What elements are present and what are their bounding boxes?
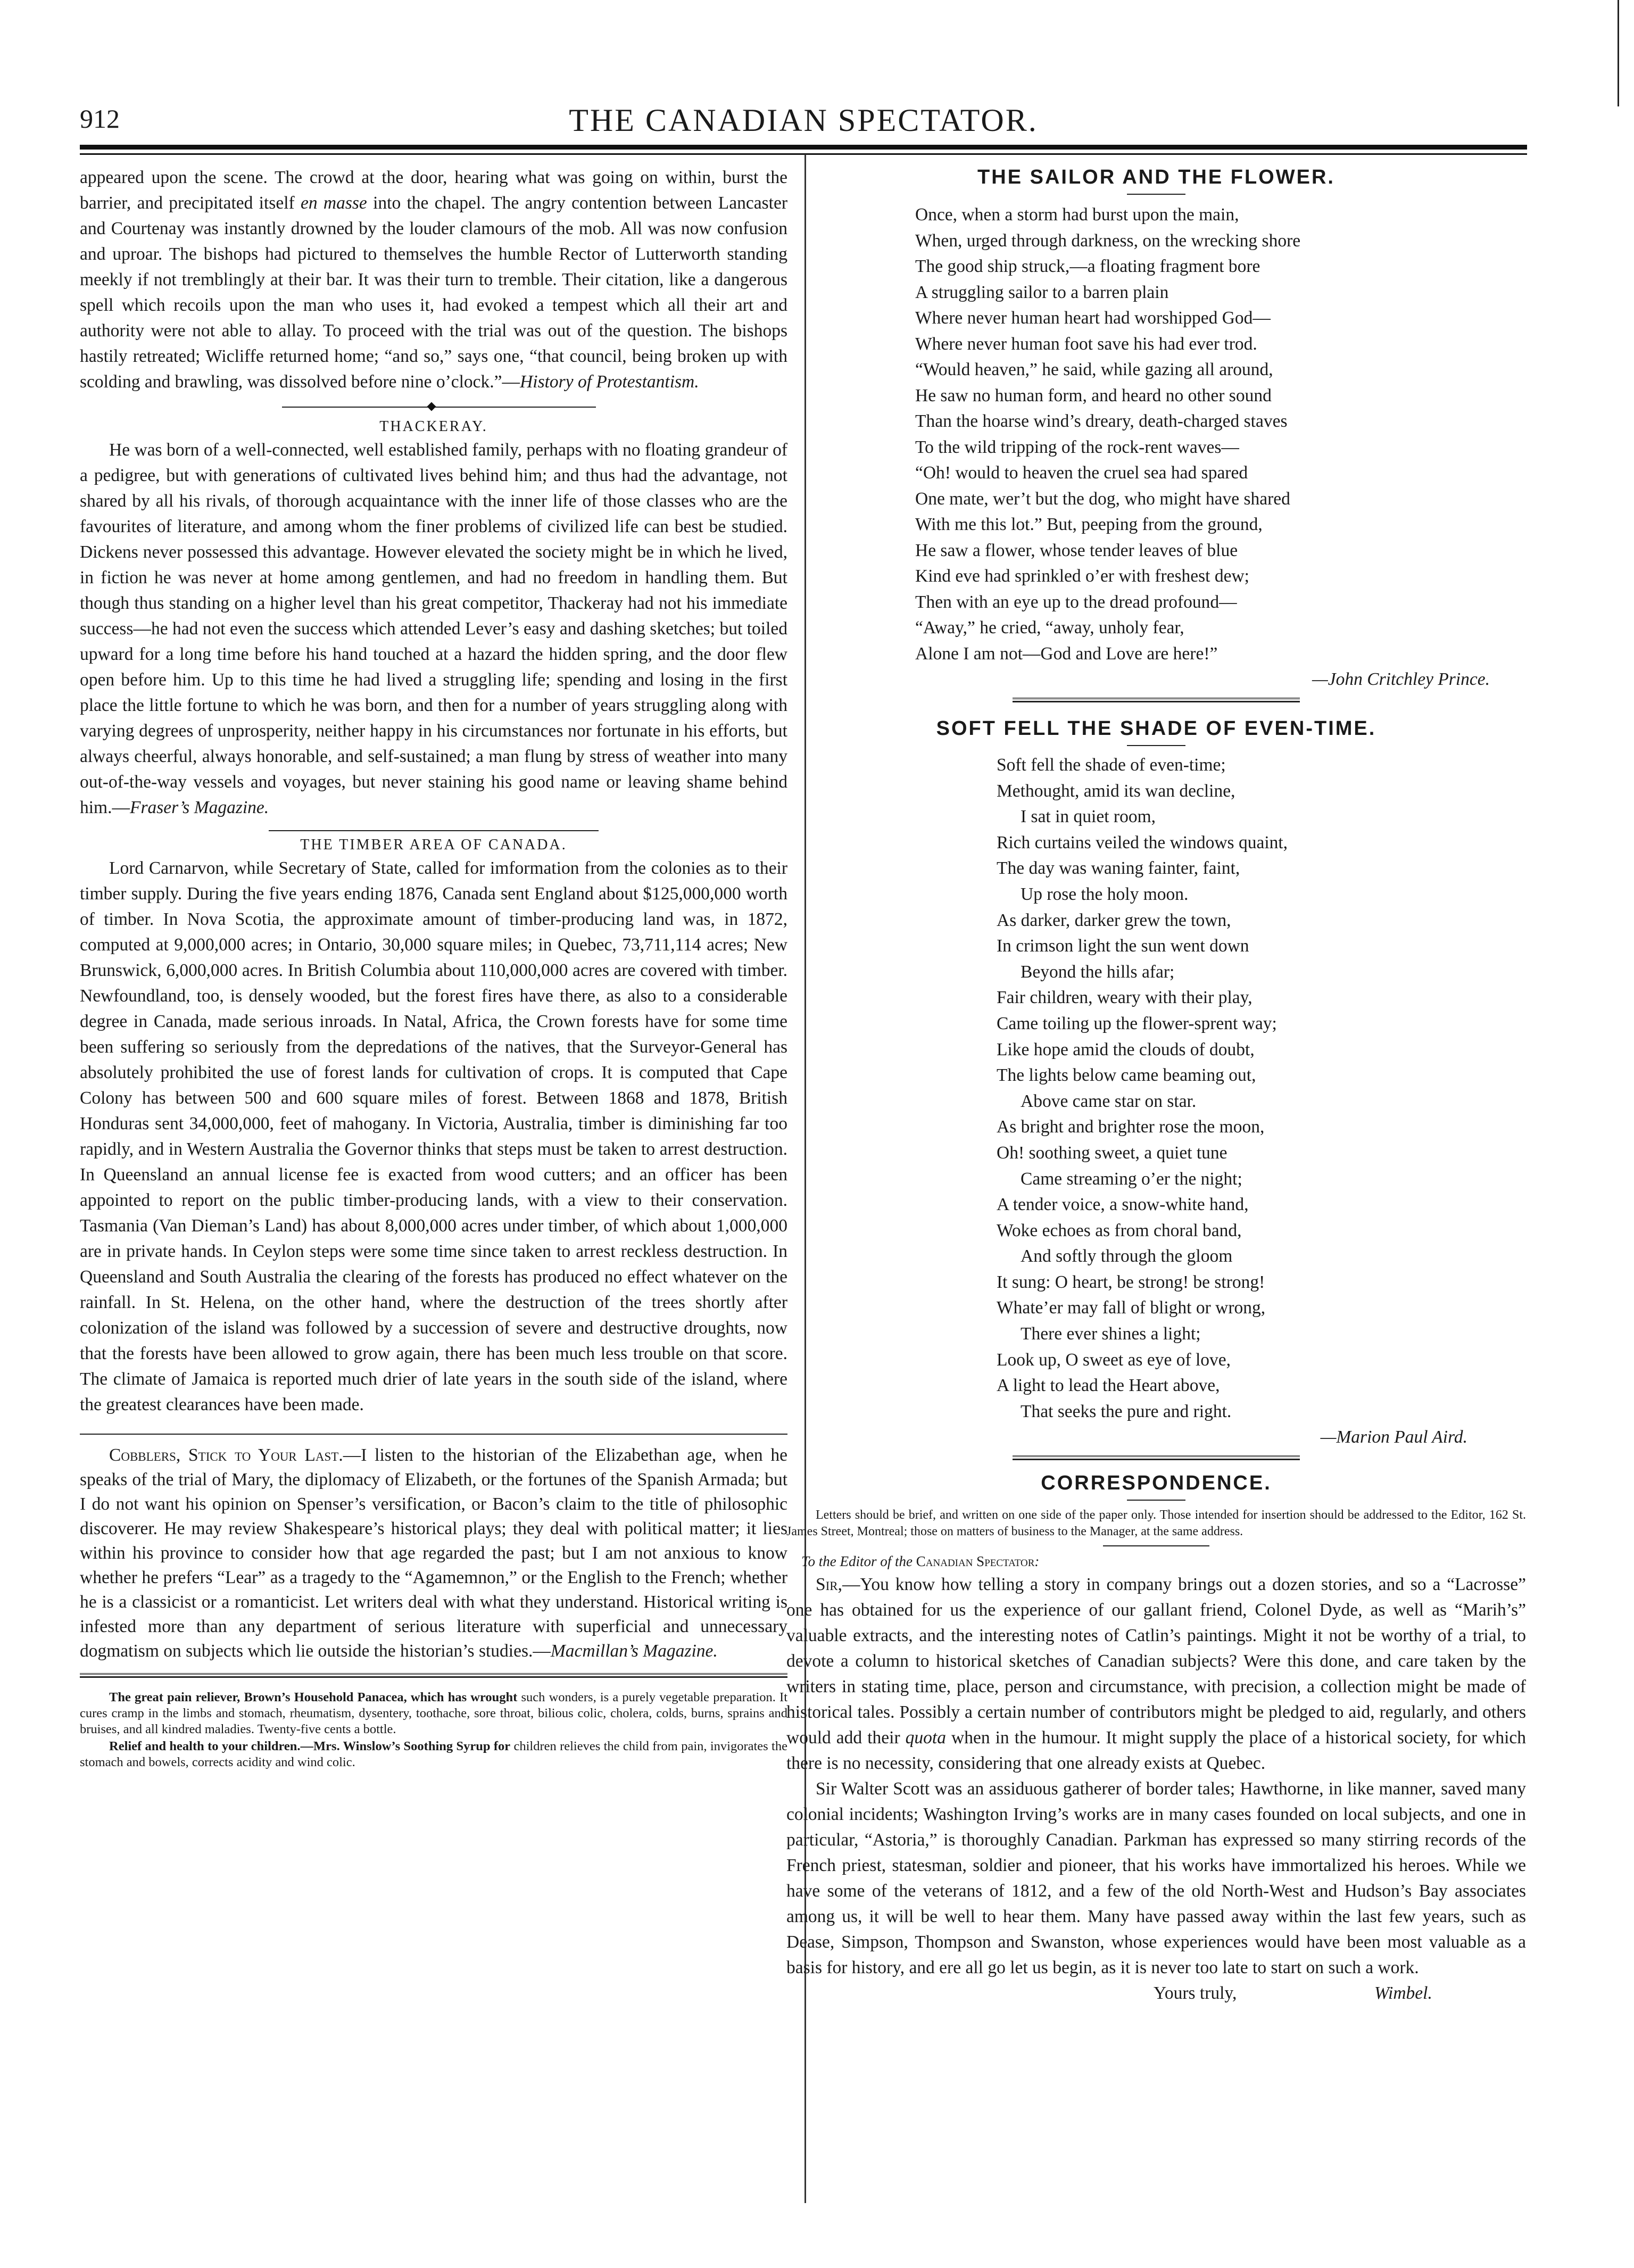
poem-line: Methought, amid its wan decline,: [997, 781, 1235, 801]
poem-line: The day was waning fainter, faint,: [997, 858, 1240, 879]
poem-author: —John Critchley Prince.: [1312, 669, 1490, 689]
poem-author: —Marion Paul Aird.: [1320, 1427, 1467, 1447]
sailor-poem: [786, 202, 1526, 667]
poem-line: Then with an eye up to the dread profound—: [915, 592, 1237, 612]
thackeray-article: He was born of a well-connected, well established family, perhaps with no floating grandeur of a pedigree, but with generations of cultivated lives behind him; and thus had the advantage, not shared by all his rivals, of thorough acquaintance with the inner life of those classes who are the favourites of literature, and among whom the finer problems of civilized life can best be studied. Dickens never possessed this advantage. However elevated the society might be in which he lived, in fiction he was never at home among gentlemen, and had no freedom in handling them. But though thus standing on a higher level than his great competitor, Thackeray had not his immediate success—he had not even the success which attended Lever’s easy and dashing sketches; but toiled upward for a long time before his hand touched at a hazard the hidden spring, and the door flew open before him. Up to this time he had lived a struggling life; spending and losing in the first place the little fortune to which he was born, and then for a number of years struggling along with varying degrees of unprosperity, neither happy in his circumstances nor fortunate in his efforts, but always cheerful, always honorable, and self-sustained; a man flung by stress of weather into many out-of-the-way vessels and voyages, but never staining his good name or leaving shame behind him.—Fraser’s Magazine.: [80, 440, 787, 817]
poem-line: A light to lead the Heart above,: [997, 1376, 1220, 1396]
poem-line: When, urged through darkness, on the wrecking shore: [915, 230, 1301, 251]
section-divider: [1013, 698, 1300, 702]
poem-line: Came streaming o’er the night;: [1021, 1169, 1242, 1189]
heading-rule: [1127, 745, 1185, 746]
poem-line: Up rose the holy moon.: [1021, 884, 1189, 904]
poem-line: In crimson light the sun went down: [997, 936, 1249, 956]
poem-line: He saw no human form, and heard no other sound: [915, 385, 1272, 405]
poem-line: Came toiling up the flower-sprent way;: [997, 1013, 1277, 1033]
timber-heading: THE TIMBER AREA OF CANADA.: [300, 837, 567, 853]
poem-line: That seeks the pure and right.: [1021, 1401, 1232, 1421]
poem-line: Fair children, weary with their play,: [997, 988, 1253, 1008]
panacea-ad: The great pain reliever, Brown’s Household Panacea, which has wrought such wonders, is a purely vegetable preparation. It cures cramp in the limbs and stomach, rheumatism, dysentery, toothache, sore throat, bilious colic, cholera, colds, burns, sprains and bruises, and all kindred maladies. Twenty-five cents a bottle.: [80, 1690, 787, 1736]
poem-line: Beyond the hills afar;: [1021, 962, 1175, 982]
cobblers-lead: Cobblers, Stick to Your Last.: [109, 1445, 343, 1465]
poem-line: Above came star on star.: [1021, 1091, 1197, 1111]
poem-line: Than the hoarse wind’s dreary, death-charged staves: [915, 411, 1288, 431]
section-divider: [80, 1434, 787, 1435]
poem-line: Look up, O sweet as eye of love,: [997, 1350, 1231, 1370]
journal-title: THE CANADIAN SPECTATOR.: [569, 103, 1038, 138]
poem-line: Once, when a storm had burst upon the main,: [915, 205, 1239, 225]
poem-line: Soft fell the shade of even-time;: [997, 755, 1226, 775]
poem-line: The good ship struck,—a floating fragment bore: [915, 256, 1260, 276]
header-rule: [80, 145, 1527, 150]
article-source: Fraser’s Magazine.: [130, 798, 269, 817]
poem-line: He saw a flower, whose tender leaves of blue: [915, 540, 1238, 560]
correspondence-notice: Letters should be brief, and written on one side of the paper only. Those intended for insertion should be addressed to the Editor, 162 St. James Street, Montreal; those on matters of business to the Manager, at the same address.: [786, 1508, 1526, 1539]
poem-line: It sung: O heart, be strong! be strong!: [997, 1272, 1265, 1292]
poem-line: I sat in quiet room,: [1021, 807, 1156, 827]
poem-line: Like hope amid the clouds of doubt,: [997, 1039, 1255, 1059]
letter-signoff: [786, 1981, 1526, 2006]
poem-line: Alone I am not—God and Love are here!”: [915, 643, 1218, 664]
page-number: 912: [80, 104, 120, 134]
correspondence-heading: CORRESPONDENCE.: [1041, 1472, 1272, 1495]
poem-line: As bright and brighter rose the moon,: [997, 1117, 1265, 1137]
cobblers-article: Cobblers, Stick to Your Last.—I listen to the historian of the Elizabethan age, when he speaks of the trial of Mary, the diplomacy of Elizabeth, or the fortunes of the Spanish Armada; but I do not want his opinion on Spenser’s versification, or Bacon’s claim to the title of philosophic discoverer. He may review Shakespeare’s historical plays; they deal with political matter; it lies within his province to consider how that age regarded the past; but I am not anxious to know whether he prefers “Lear” as a tragedy to the “Agamemnon,” or the English to the French; whether he is a classicist or a romanticist. Let writers deal with what they understand. Historical writing is infested more than any department of serious literature with superficial and unnecessary dogmatism on subjects which lie outside the historian’s studies.—Macmillan’s Magazine.: [80, 1445, 788, 1661]
letter-address: To the Editor of the Canadian Spectator:: [801, 1553, 1040, 1570]
poem-line: As darker, darker grew the town,: [997, 910, 1231, 930]
poem-line: Where never human heart had worshipped God—: [915, 308, 1271, 328]
poem-line: The lights below came beaming out,: [997, 1065, 1256, 1086]
letter-paragraph-1: Sir,—You know how telling a story in company brings out a dozen stories, and so a “Lacrosse” one has obtained for us the experience of our gallant friend, Colonel Dyde, as well as “Marih’s” valuable extracts, and the interesting notes of Catlin’s paintings. Might it not be worthy of a trial, to devote a column to historical sketches of Canadian subjects? Were this done, and care taken by the writers in stating time, place, person and circumstance, with precision, a collection might be made of historical tales. Possibly a certain number of contributors might be pledged to aid, regularly, and others would add their quota when in the humour. It might supply the place of a historical society, for which there is no necessity, considering that one already exists at Quebec.: [786, 1575, 1526, 1774]
poem-line: “Oh! would to heaven the cruel sea had spared: [915, 463, 1248, 483]
heading-rule: [1127, 1500, 1185, 1501]
poem-line: “Would heaven,” he said, while gazing all around,: [915, 360, 1273, 379]
poem-line: And softly through the gloom: [1021, 1246, 1233, 1267]
evening-poem-heading: SOFT FELL THE SHADE OF EVEN-TIME.: [936, 717, 1376, 740]
poem-line: Whate’er may fall of blight or wrong,: [997, 1298, 1266, 1318]
evening-poem: [786, 752, 1526, 1425]
poem-line: A struggling sailor to a barren plain: [915, 282, 1169, 302]
letter-signature: Wimbel.: [1374, 1983, 1432, 2004]
left-column: [80, 165, 787, 1770]
poem-line: Rich curtains veiled the windows quaint,: [997, 832, 1288, 852]
poem-line: A tender voice, a snow-white hand,: [997, 1195, 1249, 1215]
article-source: Macmillan’s Magazine.: [550, 1641, 718, 1661]
poem-line: “Away,” he cried, “away, unholy fear,: [915, 618, 1184, 638]
poem-line: To the wild tripping of the rock-rent waves—: [915, 437, 1239, 457]
page-edge-mark: [1618, 0, 1619, 106]
section-divider: [80, 401, 787, 414]
article-history-continuation: appeared upon the scene. The crowd at the door, hearing what was going on within, burst the barrier, and precipitated itself en masse into the chapel. The angry contention between Lancaster and Courtenay was instantly drowned by the louder clamours of the mob. All was now confusion and uproar. The bishops had pictured to themselves the humble Rector of Lutterworth standing meekly if not tremblingly at their bar. It was their turn to tremble. Their citation, like a dangerous spell which recoils upon the man who uses it, had evoked a tempest which all their art and authority were not able to allay. To proceed with the trial was out of the question. The bishops hastily retreated; Wicliffe returned home; “and so,” says one, “that council, being broken up with scolding and brawling, was dissolved before nine o’clock.”—History of Protestantism.: [80, 168, 787, 392]
section-divider: [269, 830, 599, 831]
poem-line: Oh! soothing sweet, a quiet tune: [997, 1143, 1227, 1163]
letter-paragraph-2: Sir Walter Scott was an assiduous gatherer of border tales; Hawthorne, in like manner, saved many colonial incidents; Washington Irving’s works are in many cases founded on local subjects, and one in particular, “Astoria,” is thoroughly Canadian. Parkman has expressed so many stirring records of the French priest, statesman, soldier and pioneer, that his works have immortalized his heroes. While we have some of the veterans of 1812, and a few of the old North-West and Hudson’s Bay associates among us, it will be well to hear them. Many have passed away within the last few years, such as Dease, Simpson, Thompson and Swanston, whose experiences would have been most valuable as a basis for history, and ere all go let us begin, as it is never too late to start on such a work.: [786, 1779, 1526, 1978]
winslow-ad: Relief and health to your children.—Mrs. Winslow’s Soothing Syrup for children relieves the child from pain, invigorates the stomach and bowels, corrects acidity and wind colic.: [80, 1739, 787, 1769]
poem-line: There ever shines a light;: [1021, 1324, 1201, 1344]
section-divider: [1013, 1455, 1300, 1460]
poem-line: With me this lot.” But, peeping from the ground,: [915, 515, 1263, 534]
poem-line: One mate, wer’t but the dog, who might have shared: [915, 489, 1290, 509]
poem-line: Kind eve had sprinkled o’er with freshest dew;: [915, 566, 1249, 586]
letter-closing: Yours truly,: [1154, 1983, 1237, 2004]
notice-rule: [1103, 1545, 1209, 1546]
timber-article: Lord Carnarvon, while Secretary of State, called for imformation from the colonies as to their timber supply. During the five years ending 1876, Canada sent England about $125,000,000 worth of timber. In Nova Scotia, the approximate amount of timber-producing land was, in 1872, computed at 9,000,000 acres; in Ontario, 30,000 square miles; in Quebec, 73,711,114 acres; New Brunswick, 6,000,000 acres. In British Columbia about 110,000,000 acres are covered with timber. Newfoundland, too, is densely wooded, but the forest fires have there, as also to a considerable degree in Canada, made serious inroads. In Natal, Africa, the Crown forests have for some time been suffering so seriously from the depredations of the natives, that the Surveyor-General has absolutely prohibited the use of forest lands for cultivation of crops. It is computed that Cape Colony has between 500 and 600 square miles of forest. Between 1868 and 1878, British Honduras sent 34,000,000, feet of mahogany. In Victoria, Australia, timber is diminishing far too rapidly, and in Western Australia the Governor thinks that steps must be taken to arrest destruction. In Queensland an annual license fee is exacted from wood cutters; and an officer has been appointed to report on the public timber-producing lands, with a view to their conservation. Tasmania (Van Dieman’s Land) has about 8,000,000 acres under timber, of which about 1,000,000 are in private hands. In Ceylon steps were some time since taken to arrest reckless destruction. In Queensland and South Australia the clearing of the forests has produced no effect whatever on the rainfall. In St. Helena, on the other hand, where the destruction of the trees shortly after colonization of the island was followed by a succession of severe and destructive droughts, now that the forests have been allowed to grow again, there has been much less trouble on that score. The climate of Jamaica is reported much drier of late years in the south side of the island, where the greatest clearances have been made.: [80, 858, 787, 1414]
article-source: History of Protestantism.: [520, 372, 699, 392]
page-header: [80, 102, 1527, 139]
header-rule-thin: [80, 153, 1527, 155]
poem-line: Where never human foot save his had ever trod.: [915, 334, 1257, 354]
sailor-poem-heading: THE SAILOR AND THE FLOWER.: [977, 166, 1335, 188]
heading-rule: [1127, 194, 1185, 195]
poem-line: Woke echoes as from choral band,: [997, 1220, 1242, 1240]
ads-divider: [80, 1673, 787, 1678]
thackeray-heading: THACKERAY.: [379, 418, 488, 435]
right-column: [786, 165, 1526, 2006]
